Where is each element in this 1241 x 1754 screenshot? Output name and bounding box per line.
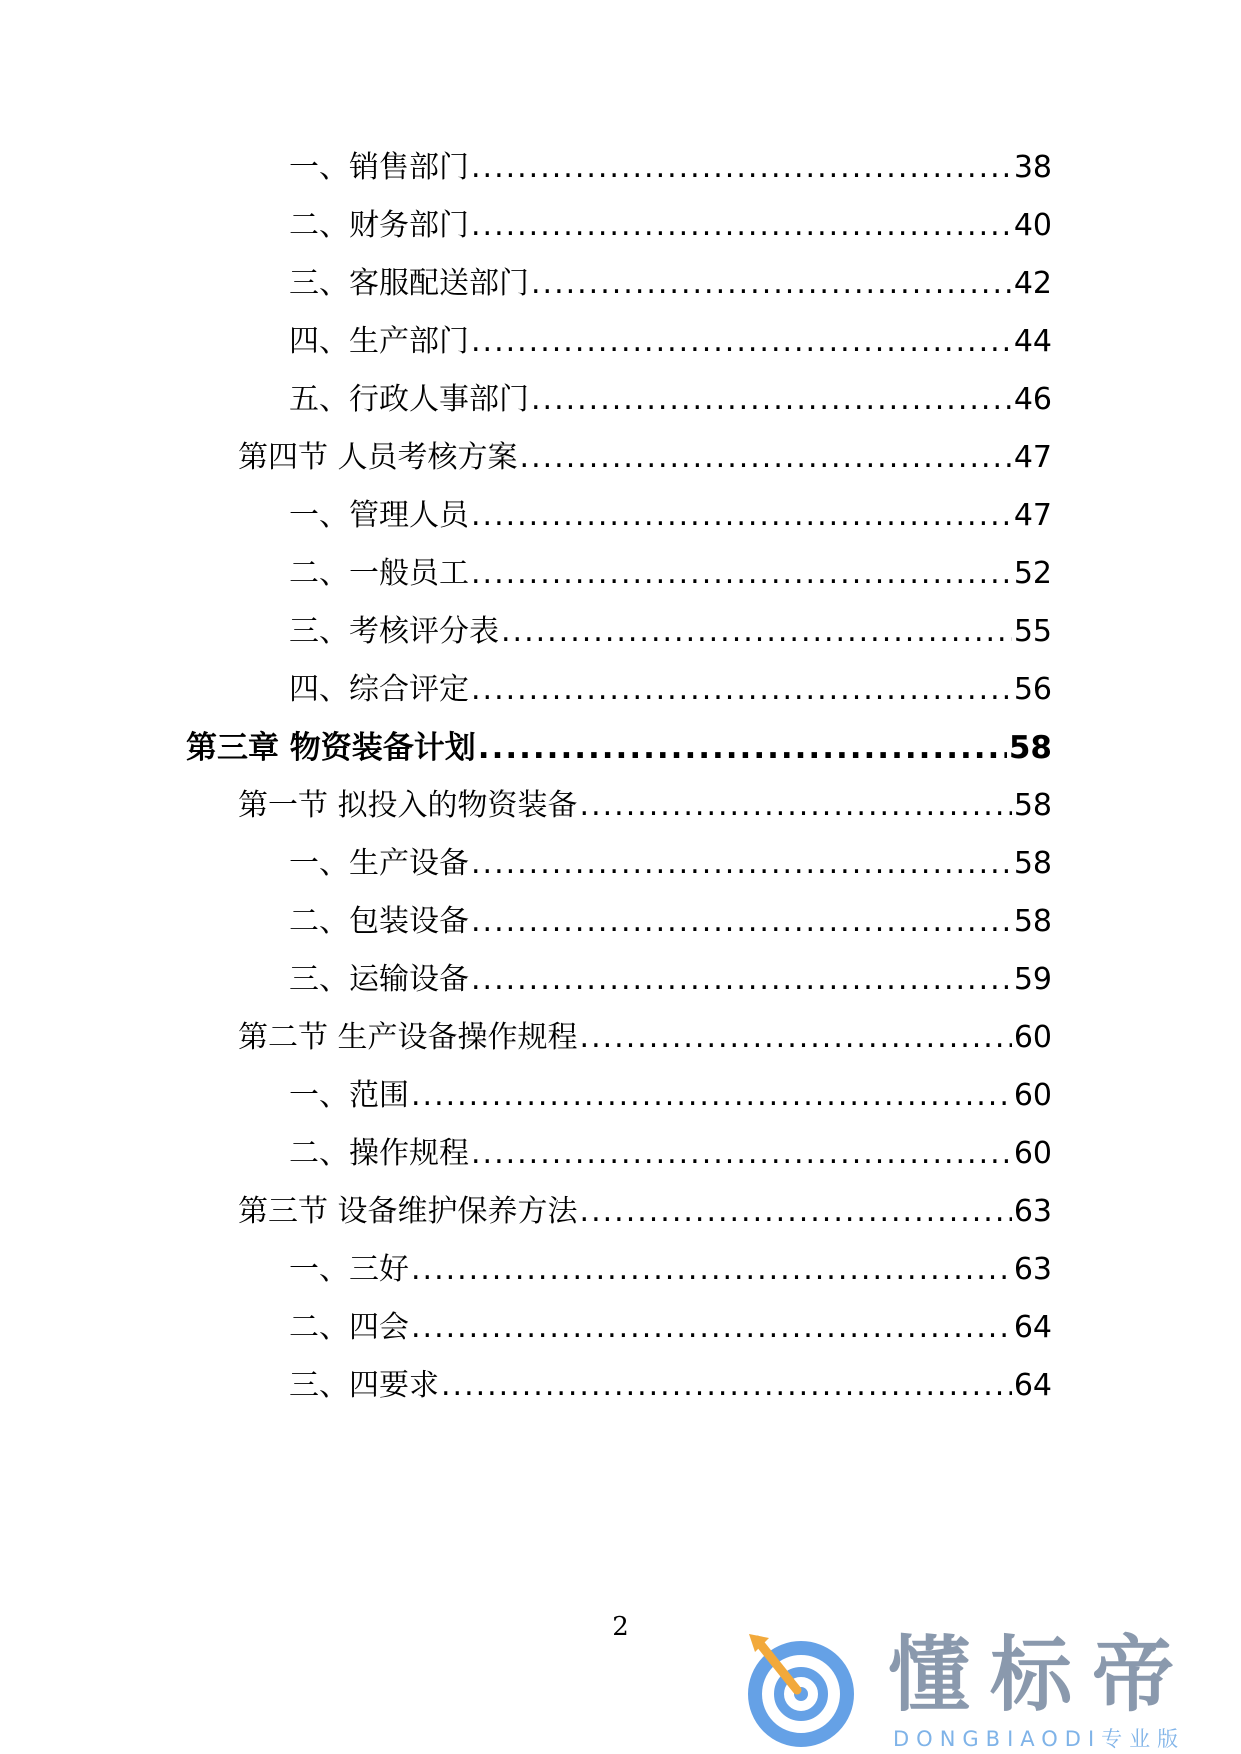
toc-entry-page: 58 [1008,730,1052,766]
toc-entry[interactable] [186,728,1052,768]
toc-entry-page: 38 [1013,150,1052,185]
watermark-subtitle: DONGBIAODI专业版 [893,1727,1186,1751]
toc-entry-page: 55 [1013,614,1052,649]
page-number: 2 [612,1612,629,1642]
toc-entry[interactable] [238,1192,1052,1232]
target-arrow-icon [743,1632,859,1748]
toc-entry-title: 一、生产设备 [289,846,469,881]
toc-entry-page: 64 [1013,1368,1052,1403]
toc-dot-leader [411,1308,1012,1348]
toc-entry-title: 三、四要求 [289,1368,439,1403]
toc-entry-title: 四、生产部门 [289,324,469,359]
watermark [743,1622,1241,1754]
toc-entry-title: 二、一般员工 [289,556,469,591]
toc-entry-page: 52 [1013,556,1052,591]
toc-dot-leader [531,264,1012,304]
toc-dot-leader [580,786,1012,826]
toc-dot-leader [501,612,1012,652]
toc-entry-title: 三、考核评分表 [289,614,499,649]
toc-entry[interactable] [289,1308,1052,1348]
toc-entry[interactable] [238,1018,1052,1058]
toc-entry-page: 44 [1013,324,1052,359]
toc-dot-leader [471,670,1012,710]
toc-entry-page: 47 [1013,440,1052,475]
toc-entry-page: 63 [1013,1252,1052,1287]
toc-entry-title: 一、管理人员 [289,498,469,533]
toc-entry-title: 二、操作规程 [289,1136,469,1171]
toc-dot-leader [478,728,1007,768]
toc-entry-title: 第二节 生产设备操作规程 [238,1020,578,1055]
toc-entry-title: 一、范围 [289,1078,409,1113]
toc-entry-title: 二、财务部门 [289,208,469,243]
toc-entry-page: 60 [1013,1078,1052,1113]
toc-entry-page: 46 [1013,382,1052,417]
toc-entry[interactable] [289,554,1052,594]
toc-entry[interactable] [289,1134,1052,1174]
toc-dot-leader [411,1250,1012,1290]
toc-entry[interactable] [289,496,1052,536]
toc-entry-title: 第三章 物资装备计划 [186,730,476,766]
toc-entry[interactable] [289,1250,1052,1290]
toc-entry-title: 第一节 拟投入的物资装备 [238,788,578,823]
toc-entry-page: 63 [1013,1194,1052,1229]
toc-entry[interactable] [289,380,1052,420]
toc-entry[interactable] [289,148,1052,188]
toc-entry-title: 四、综合评定 [289,672,469,707]
toc-entry-title: 二、四会 [289,1310,409,1345]
toc-entry[interactable] [289,670,1052,710]
toc-entry[interactable] [289,264,1052,304]
toc-dot-leader [471,1134,1012,1174]
toc-dot-leader [471,496,1012,536]
toc-entry-title: 五、行政人事部门 [289,382,529,417]
toc-entry-page: 47 [1013,498,1052,533]
toc-entry-title: 二、包装设备 [289,904,469,939]
toc-dot-leader [471,206,1012,246]
toc-dot-leader [471,148,1012,188]
toc-entry-title: 第四节 人员考核方案 [238,440,518,475]
toc-entry[interactable] [238,786,1052,826]
toc-dot-leader [531,380,1012,420]
toc-dot-leader [471,902,1012,942]
toc-entry[interactable] [289,844,1052,884]
toc-entry-title: 一、三好 [289,1252,409,1287]
toc-entry[interactable] [289,960,1052,1000]
toc-entry[interactable] [289,322,1052,362]
toc-entry[interactable] [289,1076,1052,1116]
toc-entry[interactable] [289,902,1052,942]
toc-entry-page: 42 [1013,266,1052,301]
toc-entry[interactable] [289,1366,1052,1406]
toc-dot-leader [411,1076,1012,1116]
toc-dot-leader [580,1018,1012,1058]
toc-dot-leader [441,1366,1012,1406]
toc-dot-leader [471,960,1012,1000]
toc-entry-title: 第三节 设备维护保养方法 [238,1194,578,1229]
toc-entry-page: 60 [1013,1020,1052,1055]
toc-entry-title: 三、运输设备 [289,962,469,997]
toc-entry-page: 58 [1013,846,1052,881]
toc-entry-title: 一、销售部门 [289,150,469,185]
toc-entry-page: 40 [1013,208,1052,243]
toc-dot-leader [471,844,1012,884]
toc-dot-leader [520,438,1012,478]
watermark-brand: 懂标帝 [888,1628,1195,1723]
toc-entry[interactable] [238,438,1052,478]
toc-entry-title: 三、客服配送部门 [289,266,529,301]
toc-dot-leader [471,322,1012,362]
toc-entry-page: 59 [1013,962,1052,997]
toc-entry-page: 56 [1013,672,1052,707]
toc-entry-page: 64 [1013,1310,1052,1345]
toc-dot-leader [580,1192,1012,1232]
toc-entry-page: 60 [1013,1136,1052,1171]
toc-entry[interactable] [289,612,1052,652]
toc-dot-leader [471,554,1012,594]
toc-entry-page: 58 [1013,904,1052,939]
toc-entry[interactable] [289,206,1052,246]
toc-entry-page: 58 [1013,788,1052,823]
